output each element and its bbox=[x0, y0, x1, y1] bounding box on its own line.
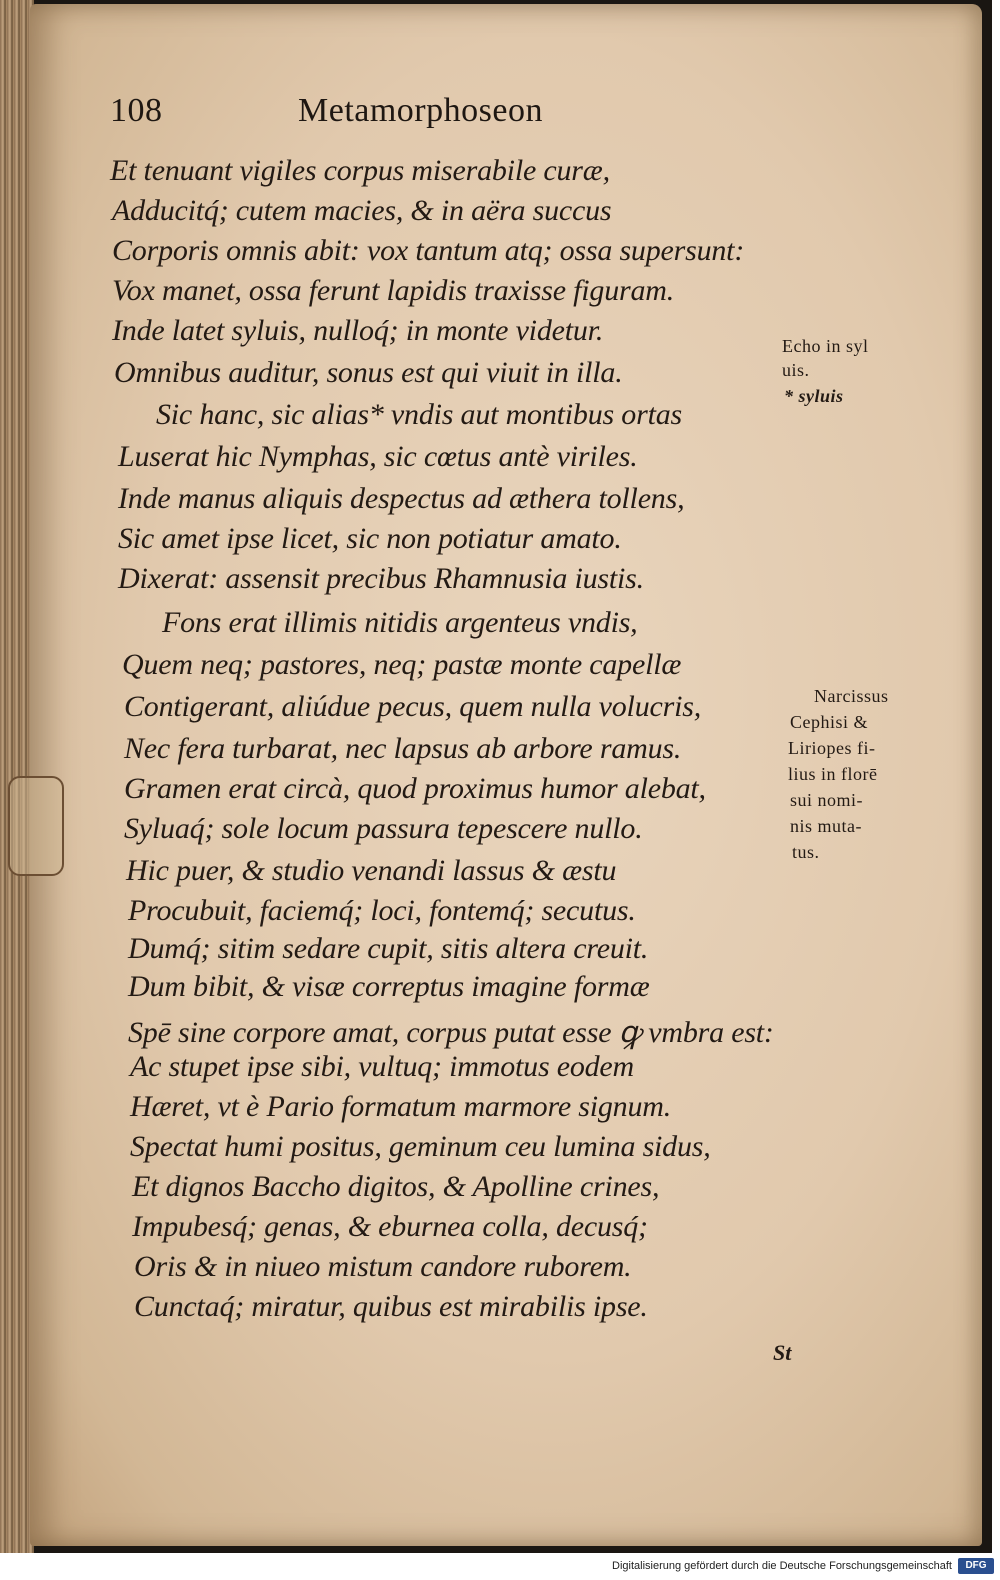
digitization-footer bbox=[0, 1553, 1000, 1580]
catchword: St bbox=[773, 1340, 792, 1365]
margin-note-narcissus-line-4: lius in florē bbox=[788, 764, 878, 784]
verse-line-4: Vox manet, ossa ferunt lapidis traxisse figuram. bbox=[112, 274, 675, 307]
ribbon-tab-mark bbox=[8, 776, 64, 876]
verse-line-21: Dum bibit, & visæ correptus imagine formæ bbox=[128, 970, 650, 1003]
verse-line-28: Oris & in niueo mistum candore ruborem. bbox=[134, 1250, 632, 1283]
verse-line-8: Luserat hic Nymphas, sic cœtus antè viriles. bbox=[118, 440, 638, 473]
margin-note-echo-line-2: uis. bbox=[782, 360, 810, 380]
dfg-logo: DFG bbox=[958, 1558, 994, 1574]
verse-line-5: Inde latet syluis, nulloq́; in monte videtur. bbox=[112, 314, 604, 347]
verse-line-12: Fons erat illimis nitidis argenteus vndis, bbox=[162, 606, 638, 639]
verse-line-9: Inde manus aliquis despectus ad æthera tollens, bbox=[118, 482, 685, 515]
margin-note-narcissus-line-5: sui nomi- bbox=[790, 790, 864, 810]
margin-note-narcissus-line-6: nis muta- bbox=[790, 816, 862, 836]
verse-line-17: Syluaq́; sole locum passura tepescere nullo. bbox=[124, 812, 643, 845]
margin-note-narcissus-line-7: tus. bbox=[792, 842, 820, 862]
funding-credit: Digitalisierung gefördert durch die Deutsche Forschungsgemeinschaft bbox=[612, 1560, 952, 1572]
verse-line-1: Et tenuant vigiles corpus miserabile curæ, bbox=[110, 154, 610, 187]
verse-line-26: Et dignos Baccho digitos, & Apolline crines, bbox=[132, 1170, 660, 1203]
margin-note-narcissus-line-3: Liriopes fi- bbox=[788, 738, 876, 758]
verse-line-19: Procubuit, faciemq́; loci, fontemq́; secutus. bbox=[128, 894, 636, 927]
verse-line-23: Ac stupet ipse sibi, vultuq; immotus eodem bbox=[130, 1050, 635, 1083]
margin-note-narcissus-line-2: Cephisi & bbox=[790, 712, 869, 732]
verse-line-10: Sic amet ipse licet, sic non potiatur amato. bbox=[118, 522, 622, 555]
verse-line-20: Dumq́; sitim sedare cupit, sitis altera creuit. bbox=[128, 932, 649, 965]
running-title: Metamorphoseon bbox=[298, 92, 543, 129]
verse-line-16: Gramen erat circà, quod proximus humor alebat, bbox=[124, 772, 706, 805]
verse-line-3: Corporis omnis abit: vox tantum atq; ossa supersunt: bbox=[112, 234, 745, 267]
verse-line-2: Adducitq́; cutem macies, & in aëra succus bbox=[112, 194, 612, 227]
margin-note-variant: * syluis bbox=[784, 386, 844, 406]
verse-line-6: Omnibus auditur, sonus est qui viuit in illa. bbox=[114, 356, 623, 389]
verse-line-18: Hic puer, & studio venandi lassus & æstu bbox=[126, 854, 617, 887]
verse-line-29: Cunctaq́; miratur, quibus est mirabilis ipse. bbox=[134, 1290, 648, 1323]
margin-note-narcissus-line-1: Narcissus bbox=[814, 686, 889, 706]
verse-line-15: Nec fera turbarat, nec lapsus ab arbore ramus. bbox=[124, 732, 682, 765]
verse-line-14: Contigerant, aliúdue pecus, quem nulla volucris, bbox=[124, 690, 701, 723]
verse-line-24: Hæret, vt è Pario formatum marmore signum. bbox=[130, 1090, 672, 1123]
verse-line-13: Quem neq; pastores, neq; pastæ monte capellæ bbox=[122, 648, 682, 681]
verse-line-25: Spectat humi positus, geminum ceu lumina sidus, bbox=[130, 1130, 711, 1163]
verse-line-11: Dixerat: assensit precibus Rhamnusia iustis. bbox=[118, 562, 644, 595]
page-number: 108 bbox=[110, 92, 163, 129]
margin-note-echo-line-1: Echo in syl bbox=[782, 336, 869, 356]
verse-line-27: Impubesq́; genas, & eburnea colla, decusq́; bbox=[132, 1210, 648, 1243]
verse-line-22: Spē sine corpore amat, corpus putat esse ꝙ vmbra est: bbox=[128, 1016, 774, 1049]
verse-line-7: Sic hanc, sic alias* vndis aut montibus ortas bbox=[156, 398, 682, 431]
